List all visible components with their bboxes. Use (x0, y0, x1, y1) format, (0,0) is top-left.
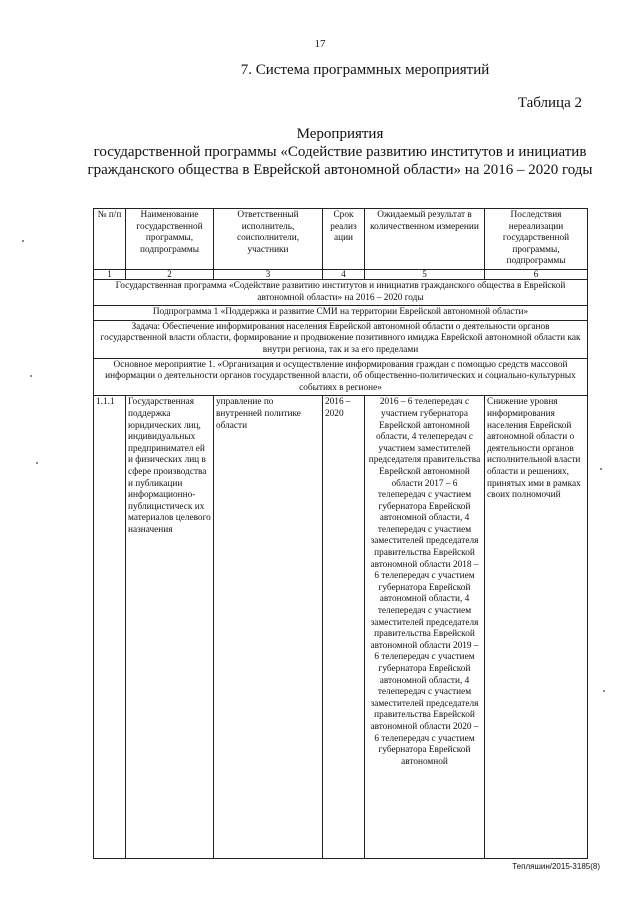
scan-speck (36, 462, 38, 464)
activity-consequence: Снижение уровня информирования населения Еврейской автономной области о деятельности органов исполнительной власти области и решениях, принятых ими в рамках своих полномочий (485, 396, 588, 859)
header-cell: Последствия нереализации государственной программы, подпрограммы (485, 209, 588, 270)
header-cell: № п/п (94, 209, 126, 270)
column-number: 6 (485, 270, 588, 280)
scan-speck (600, 468, 602, 470)
section-title: 7. Система программных мероприятий (240, 62, 490, 78)
activity-executor: управление по внутренней политике области (214, 396, 323, 859)
document-heading (80, 125, 600, 179)
table-header-row (94, 209, 588, 270)
column-number: 1 (94, 270, 126, 280)
program-row (94, 280, 588, 306)
scan-speck (22, 240, 24, 242)
activity-number: 1.1.1 (94, 396, 126, 859)
main-activity-cell: Основное мероприятие 1. «Организация и осуществление информирования граждан с помощью средств массовой информации о деятельности органов государственной власти, об общественно-политических и социально-культурных событиях в регионе» (94, 358, 588, 396)
table-label: Таблица 2 (517, 95, 582, 111)
header-cell: Ответственный исполнитель, соисполнители, участники (214, 209, 323, 270)
header-cell: Срок реализ ации (323, 209, 365, 270)
table-row (94, 396, 588, 859)
activity-result: 2016 – 6 телепередач с участием губернатора Еврейской автономной области, 4 телепередач с участием заместителей председателя правительства Еврейской автономной области 2017 – 6 телепередач с участием губернатора Еврейской автономной области, 4 телепередач с участием заместителей председателя правительства Еврейской автономной области 2018 – 6 телепередач с участием губернатора Еврейской автономной области, 4 телепередач с участием заместителей председателя правительства Еврейской автономной области 2019 – 6 телепередач с участием губернатора Еврейской автономной области, 4 телепередач с участием заместителей председателя правительства Еврейской автономной области 2020 – 6 телепередач с участием губернатора Еврейской автономной (365, 396, 485, 859)
footer-code: Тепляшин/2015-3185(8) (512, 862, 600, 871)
column-number: 5 (365, 270, 485, 280)
program-cell: Государственная программа «Содействие развитию институтов и инициатив гражданского общества в Еврейской автономной области» на 2016 – 2020 годы (94, 280, 588, 306)
heading-line-2: государственной программы «Содействие развитию институтов и инициатив гражданского общества в Еврейской автономной области» на 2016 – 2020 годы (87, 144, 593, 178)
task-row (94, 320, 588, 358)
column-number: 3 (214, 270, 323, 280)
subprogram-row (94, 306, 588, 321)
main-activity-row (94, 358, 588, 396)
scan-speck (30, 375, 32, 377)
column-number: 4 (323, 270, 365, 280)
column-number-row (94, 270, 588, 280)
column-number: 2 (126, 270, 214, 280)
activity-name: Государственная поддержка юридических лиц, индивидуальных предпринимател ей и физических лиц в сфере производства и публикации информационно-публицистическ их материалов целевого назначения (126, 396, 214, 859)
page-number: 17 (314, 38, 326, 50)
header-cell: Ожидаемый результат в количественном измерении (365, 209, 485, 270)
scan-speck (603, 690, 605, 692)
heading-line-1: Мероприятия (296, 126, 384, 142)
activities-table (93, 208, 588, 859)
subprogram-cell: Подпрограмма 1 «Поддержка и развитие СМИ на территории Еврейской автономной области» (94, 306, 588, 321)
header-cell: Наименование государственной программы, подпрограммы (126, 209, 214, 270)
activity-period: 2016 – 2020 (323, 396, 365, 859)
task-cell: Задача: Обеспечение информирования населения Еврейской автономной области о деятельности органов государственной власти области, формирование и продвижение позитивного имиджа Еврейской автономной области как внутри региона, так и за его пределами (94, 320, 588, 358)
